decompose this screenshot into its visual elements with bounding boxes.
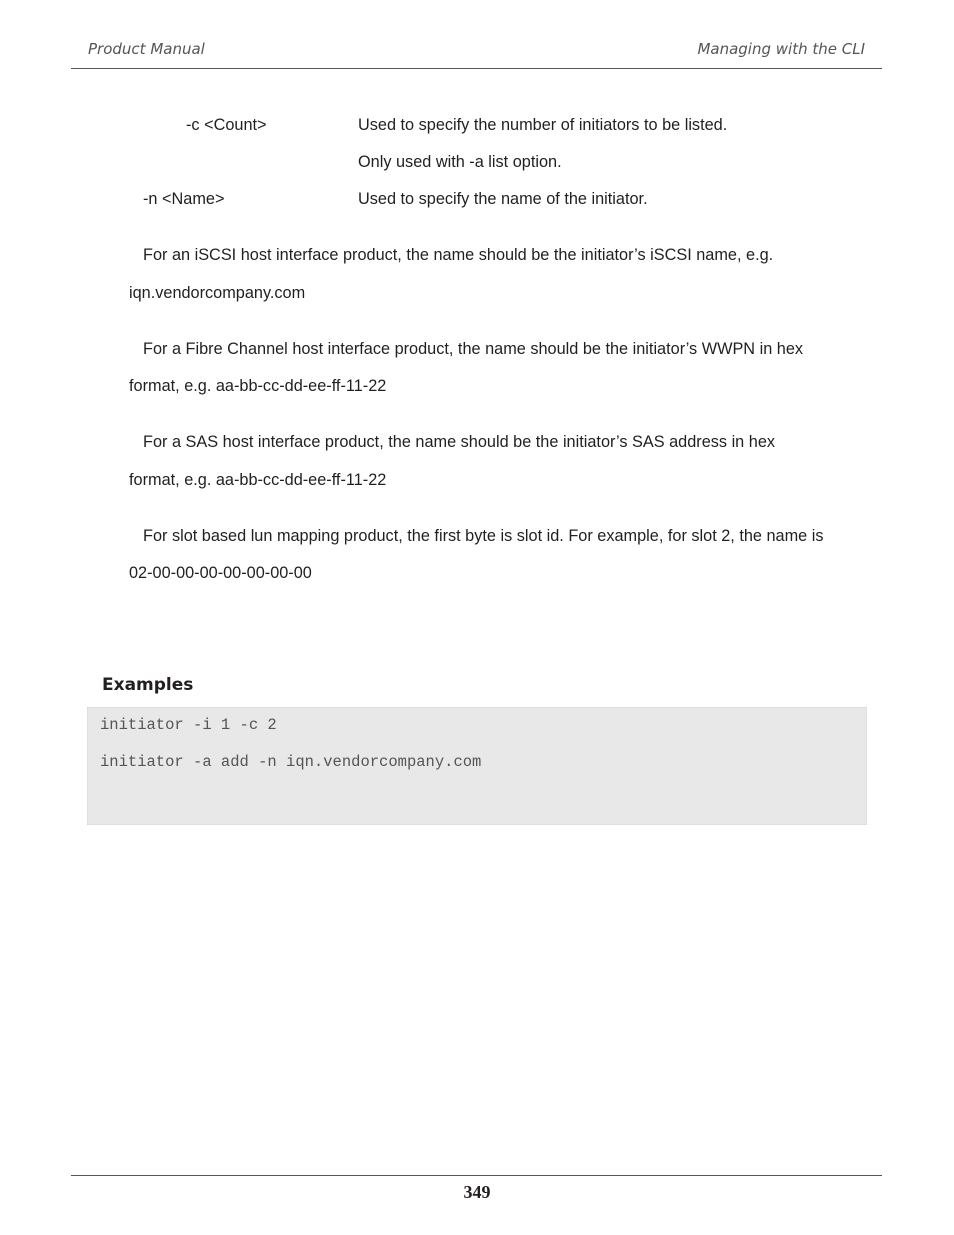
paragraph-fibre-channel-line2: format, e.g. aa-bb-cc-dd-ee-ff-11-22: [129, 377, 387, 395]
paragraph-iscsi-line1: For an iSCSI host interface product, the name should be the initiator’s iSCSI name, e.g.: [143, 246, 774, 264]
code-example-block: [87, 707, 867, 825]
paragraph-iscsi-line2: iqn.vendorcompany.com: [129, 284, 306, 302]
code-line-list: initiator -i 1 -c 2: [100, 716, 277, 734]
option-flag-count: -c <Count>: [186, 116, 267, 134]
paragraph-sas-line1: For a SAS host interface product, the name should be the initiator’s SAS address in hex: [143, 433, 776, 451]
option-note-count: Only used with -a list option.: [358, 153, 562, 171]
header-title: Product Manual: [88, 40, 205, 58]
paragraph-sas-line2: format, e.g. aa-bb-cc-dd-ee-ff-11-22: [129, 471, 387, 489]
option-description-name: Used to specify the name of the initiator.: [358, 190, 648, 208]
page-number: 349: [463, 1182, 491, 1202]
header-divider: [71, 68, 882, 69]
option-flag-name: -n <Name>: [143, 190, 225, 208]
examples-heading: Examples: [102, 675, 194, 695]
header-section-title: Managing with the CLI: [697, 40, 865, 58]
paragraph-fibre-channel-line1: For a Fibre Channel host interface product, the name should be the initiator’s WWPN in hex: [143, 340, 804, 358]
code-line-add: initiator -a add -n iqn.vendorcompany.com: [100, 753, 482, 771]
footer-divider: [71, 1175, 882, 1176]
option-description-count: Used to specify the number of initiators to be listed.: [358, 116, 728, 134]
paragraph-slot-line2: 02-00-00-00-00-00-00-00: [129, 564, 312, 582]
paragraph-slot-line1: For slot based lun mapping product, the first byte is slot id. For example, for slot 2, the name is: [143, 527, 824, 545]
